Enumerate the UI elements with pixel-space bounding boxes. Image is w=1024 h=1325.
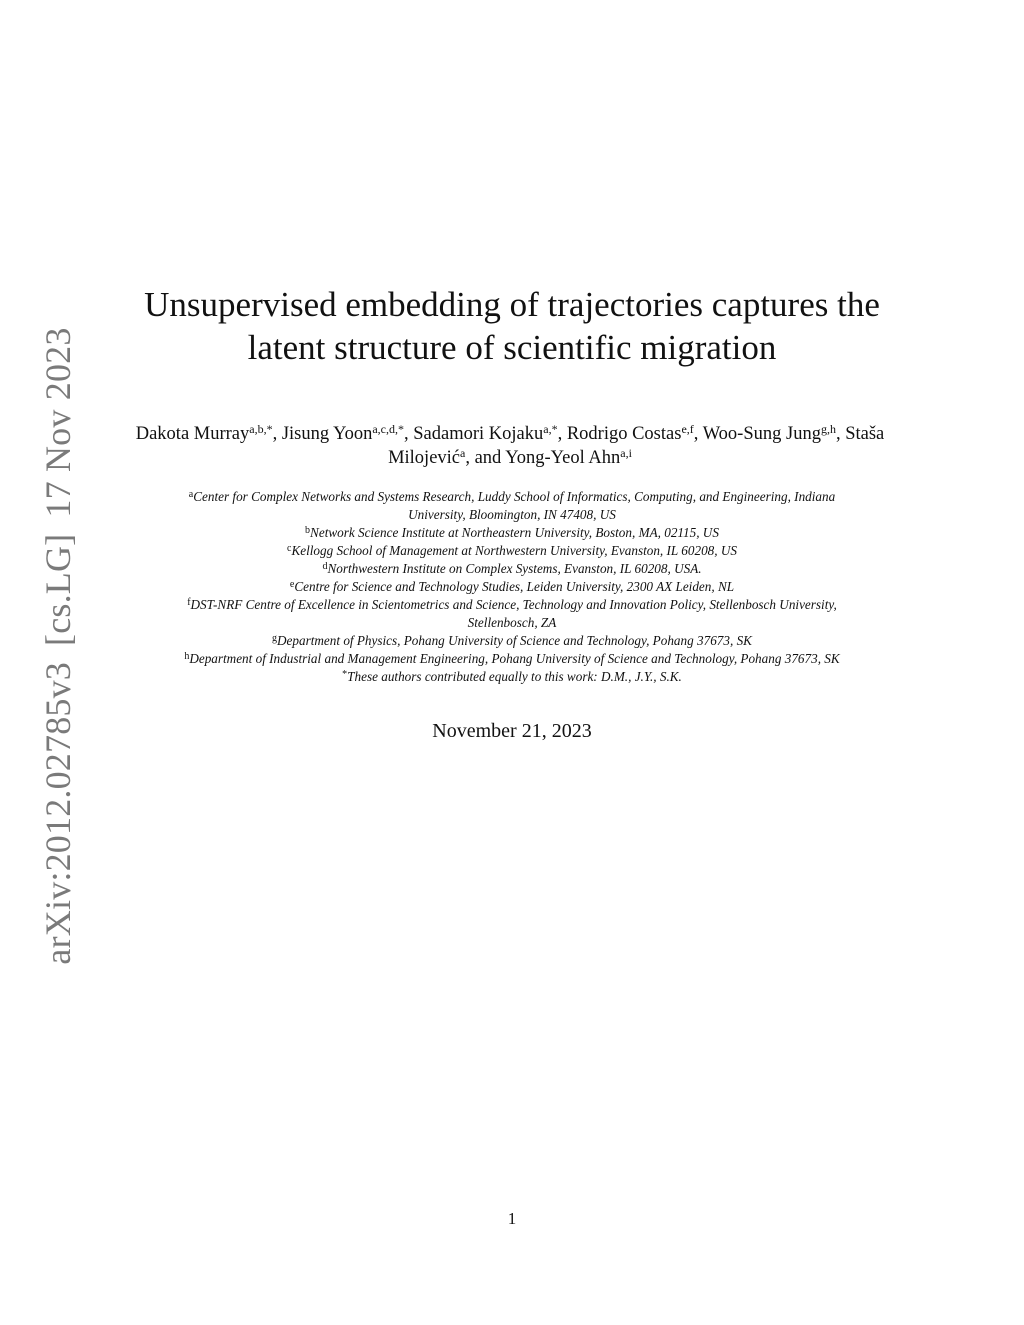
affiliation-text: Department of Physics, Pohang University of Science and Technology, Pohang 37673, SK bbox=[277, 633, 752, 648]
author-name: Woo-Sung Jung bbox=[702, 424, 821, 444]
affiliation-text: Network Science Institute at Northeastern University, Boston, MA, 02115, US bbox=[310, 525, 719, 540]
author-separator: , bbox=[404, 424, 414, 444]
author-affiliation-mark: a,b,* bbox=[249, 422, 273, 436]
affiliation-text: Northwestern Institute on Complex Systems, Evanston, IL 60208, USA. bbox=[327, 561, 702, 576]
author-name: Yong-Yeol Ahn bbox=[505, 448, 621, 468]
affiliation-mark: f bbox=[187, 597, 191, 608]
affiliation-mark: h bbox=[184, 651, 190, 662]
author-separator: , bbox=[272, 424, 282, 444]
author-name: Sadamori Kojaku bbox=[413, 424, 544, 444]
title-line-1: Unsupervised embedding of trajectories captures the bbox=[144, 285, 880, 324]
author-name: Rodrigo Costas bbox=[566, 424, 682, 444]
arxiv-id: arXiv:2012.02785v3 bbox=[38, 661, 78, 965]
author bbox=[413, 424, 557, 444]
affiliation-mark: g bbox=[272, 633, 278, 644]
affiliation-text: These authors contributed equally to this work: D.M., J.Y., S.K. bbox=[347, 669, 682, 684]
author-affiliation-mark: g,h bbox=[820, 422, 836, 436]
author bbox=[505, 448, 632, 468]
affiliation bbox=[112, 650, 912, 668]
affiliation-text: Department of Industrial and Management Engineering, Pohang University of Science and Technology, Pohang 37673, SK bbox=[189, 651, 840, 666]
affiliation-mark: c bbox=[287, 543, 292, 554]
author-list bbox=[130, 422, 890, 470]
affiliation-list bbox=[112, 488, 912, 686]
author-name: Staša Milojević bbox=[388, 424, 885, 468]
affiliation bbox=[112, 596, 912, 614]
affiliation-mark: d bbox=[322, 561, 328, 572]
author-separator: , bbox=[693, 424, 703, 444]
title-line-2: latent structure of scientific migration bbox=[247, 328, 777, 367]
author-affiliation-mark: a,* bbox=[543, 422, 558, 436]
affiliation bbox=[112, 488, 912, 506]
paper-date: November 21, 2023 bbox=[432, 720, 592, 742]
author-separator: , bbox=[557, 424, 567, 444]
author-name: Jisung Yoon bbox=[281, 424, 373, 444]
arxiv-category: [cs.LG] bbox=[38, 533, 78, 646]
equal-contribution-note bbox=[112, 668, 912, 686]
author-separator: , bbox=[835, 424, 846, 444]
affiliation-mark: a bbox=[188, 489, 194, 500]
paper-title bbox=[112, 283, 912, 369]
author-separator: , and bbox=[465, 448, 506, 468]
arxiv-date: 17 Nov 2023 bbox=[38, 327, 78, 518]
affiliation-text: DST-NRF Centre of Excellence in Scientometrics and Science, Technology and Innovation Policy, Stellenbosch University, bbox=[190, 597, 837, 612]
affiliation-text: Center for Complex Networks and Systems Research, Luddy School of Informatics, Computing, and Engineering, Indiana bbox=[193, 489, 836, 504]
affiliation-mark: e bbox=[289, 579, 295, 590]
affiliation bbox=[112, 524, 912, 542]
affiliation-continuation: University, Bloomington, IN 47408, US bbox=[408, 507, 616, 522]
author bbox=[703, 424, 836, 444]
affiliation-text: Kellogg School of Management at Northwestern University, Evanston, IL 60208, US bbox=[291, 543, 737, 558]
author-affiliation-mark: a bbox=[460, 446, 466, 460]
affiliation bbox=[112, 560, 912, 578]
page-number: 1 bbox=[507, 1209, 517, 1228]
author bbox=[567, 424, 694, 444]
author bbox=[136, 424, 273, 444]
affiliation bbox=[112, 542, 912, 560]
affiliation bbox=[112, 578, 912, 596]
affiliation-mark: b bbox=[305, 525, 311, 536]
author-affiliation-mark: e,f bbox=[681, 422, 694, 436]
affiliation-text: Centre for Science and Technology Studies, Leiden University, 2300 AX Leiden, NL bbox=[294, 579, 735, 594]
author-affiliation-mark: a,c,d,* bbox=[372, 422, 404, 436]
affiliation bbox=[112, 632, 912, 650]
author bbox=[282, 424, 404, 444]
author-name: Dakota Murray bbox=[135, 424, 250, 444]
affiliation-mark: * bbox=[342, 669, 348, 680]
affiliation-continuation: Stellenbosch, ZA bbox=[467, 615, 557, 630]
author-affiliation-mark: a,i bbox=[620, 446, 632, 460]
arxiv-stamp bbox=[37, 327, 79, 964]
